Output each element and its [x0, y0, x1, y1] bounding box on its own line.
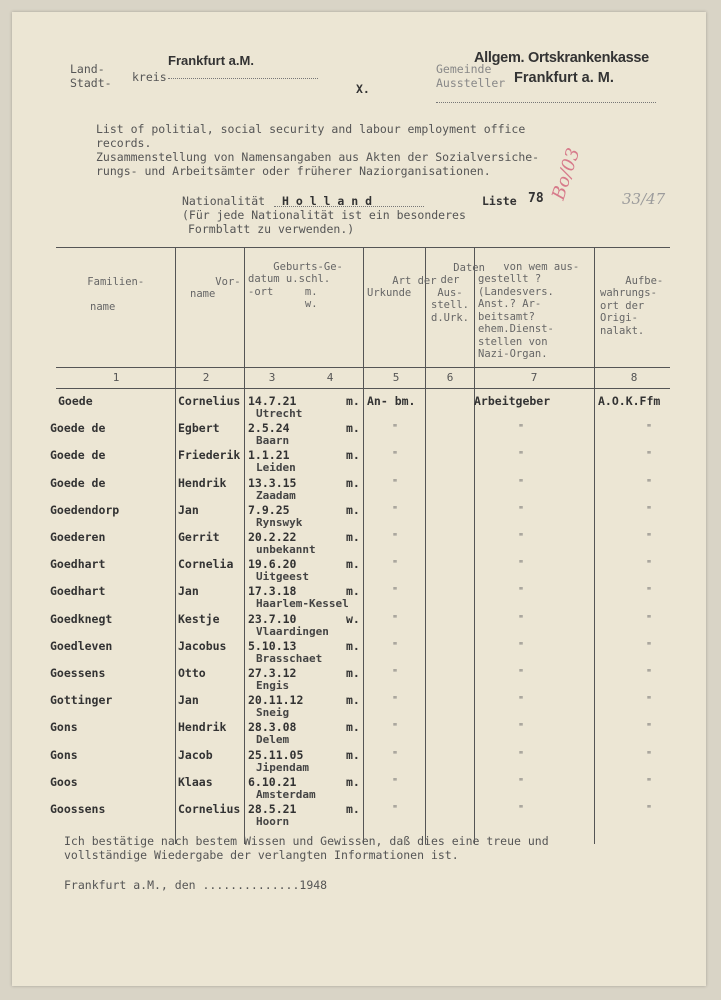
stamp-line-1: Allgem. Ortskrankenkasse	[474, 50, 649, 66]
header-art: Art der Urkunde	[367, 274, 437, 299]
cell-birth-date: 23.7.10	[248, 612, 297, 626]
cell-art-ditto: "	[392, 614, 399, 625]
cell-art-ditto: "	[392, 559, 399, 570]
intro-line-1: List of politial, social security and labour employment office	[96, 122, 526, 136]
cell-birth-date: 25.11.05	[248, 748, 304, 762]
intro-line-3: Zusammenstellung von Namensangaben aus Akten der Sozialversiche-	[96, 150, 540, 164]
cell-art-ditto: "	[392, 750, 399, 761]
cell-aufbewahrung-ditto: "	[646, 450, 653, 461]
cell-firstname: Klaas	[178, 775, 213, 789]
cell-sex: w.	[346, 612, 360, 626]
cell-surname: Goede de	[50, 421, 106, 435]
cell-art-ditto: "	[392, 423, 399, 434]
table-row	[12, 612, 706, 640]
cell-sex: m.	[346, 666, 360, 680]
table-row	[12, 530, 706, 558]
cell-aufbewahrung-ditto: "	[646, 641, 653, 652]
table-row	[12, 394, 706, 422]
cell-art-ditto: "	[392, 505, 399, 516]
cell-sex: m.	[346, 476, 360, 490]
document-sheet	[12, 12, 706, 986]
table-row	[12, 748, 706, 776]
cell-art-ditto: "	[392, 586, 399, 597]
cell-birth-date: 7.9.25	[248, 503, 290, 517]
land-label: Land-	[70, 62, 105, 76]
aussteller-label: Aussteller	[436, 76, 506, 90]
cell-surname: Goessens	[50, 666, 106, 680]
table-row	[12, 476, 706, 504]
cell-birth-date: 20.2.22	[248, 530, 297, 544]
table-row	[12, 720, 706, 748]
cell-aufbewahrung-ditto: "	[646, 586, 653, 597]
cell-aufbewahrung-ditto: "	[646, 750, 653, 761]
cell-aufbewahrung: A.O.K.Ffm	[598, 394, 661, 408]
cell-birth-date: 17.3.18	[248, 584, 297, 598]
cell-surname: Gons	[50, 720, 78, 734]
col-number-5: 5	[392, 371, 400, 384]
cell-von-wem-ditto: "	[518, 614, 525, 625]
cell-surname: Goederen	[50, 530, 106, 544]
cell-firstname: Hendrik	[178, 476, 227, 490]
stadt-label: Stadt-	[70, 76, 112, 90]
cell-von-wem-ditto: "	[518, 478, 525, 489]
cell-von-wem-ditto: "	[518, 423, 525, 434]
kreis-dotted-line	[168, 78, 318, 79]
cell-art-ditto: "	[392, 777, 399, 788]
col-number-6: 6	[446, 371, 454, 384]
col-number-8: 8	[630, 371, 638, 384]
cell-birth-place: Jipendam	[256, 761, 309, 774]
cell-birth-place: Delem	[256, 733, 290, 746]
table-row	[12, 448, 706, 476]
cell-aufbewahrung-ditto: "	[646, 668, 653, 679]
table-row	[12, 503, 706, 531]
cell-surname: Goede	[58, 394, 93, 408]
table-row	[12, 693, 706, 721]
nationality-value: H o l l a n d	[282, 194, 373, 208]
table-row	[12, 584, 706, 612]
kreis-value: Frankfurt a.M.	[168, 53, 254, 68]
cell-birth-date: 20.11.12	[248, 693, 304, 707]
cell-birth-date: 19.6.20	[248, 557, 297, 571]
table-row	[12, 557, 706, 585]
cell-von-wem-ditto: "	[518, 750, 525, 761]
cell-sex: m.	[346, 693, 360, 707]
cell-birth-place: Uitgeest	[256, 570, 309, 583]
cell-sex: m.	[346, 802, 360, 816]
cell-firstname: Jacob	[178, 748, 213, 762]
cell-sex: m.	[346, 584, 360, 598]
kreis-label: kreis	[132, 70, 167, 84]
footer-line-1: Ich bestätige nach bestem Wissen und Gewissen, daß dies eine treue und	[64, 834, 549, 848]
cell-art-ditto: "	[392, 450, 399, 461]
table-row	[12, 775, 706, 803]
nationality-note-1: (Für jede Nationalität ist ein besonderes	[182, 208, 466, 222]
cell-surname: Goedhart	[50, 584, 106, 598]
header-geburt: Geburts-Ge- datum u.schl. -ort m. w.	[248, 260, 343, 310]
pencil-mark-red: Bo/03	[548, 145, 585, 203]
cell-firstname: Cornelius	[178, 394, 241, 408]
cell-birth-date: 13.3.15	[248, 476, 297, 490]
cell-birth-date: 6.10.21	[248, 775, 297, 789]
cell-von-wem-ditto: "	[518, 505, 525, 516]
cell-art-ditto: "	[392, 804, 399, 815]
cell-von-wem-ditto: "	[518, 532, 525, 543]
gemeinde-label: Gemeinde	[436, 62, 492, 76]
cell-art-ditto: "	[392, 722, 399, 733]
cell-birth-place: Amsterdam	[256, 788, 316, 801]
cell-aufbewahrung-ditto: "	[646, 505, 653, 516]
table-row	[12, 802, 706, 830]
cell-birth-date: 2.5.24	[248, 421, 290, 435]
cell-sex: m.	[346, 394, 360, 408]
pencil-ref: 33/47	[622, 190, 666, 208]
cell-birth-place: Engis	[256, 679, 290, 692]
col-number-2: 2	[202, 371, 210, 384]
cell-birth-date: 5.10.13	[248, 639, 297, 653]
cell-von-wem-ditto: "	[518, 722, 525, 733]
col-number-3: 3	[268, 371, 276, 384]
cell-firstname: Jacobus	[178, 639, 227, 653]
header-familienname: Familien- name	[87, 275, 145, 313]
cell-surname: Goede de	[50, 448, 106, 462]
cell-surname: Goedendorp	[50, 503, 120, 517]
cell-surname: Goos	[50, 775, 78, 789]
cell-surname: Goedhart	[50, 557, 106, 571]
cell-surname: Gottinger	[50, 693, 113, 707]
intro-line-2: records.	[96, 136, 152, 150]
header-vorname: Vor- name	[190, 275, 241, 300]
cell-sex: m.	[346, 775, 360, 789]
header-von-wem: von wem aus- gestellt ? (Landesvers. Anst.? Ar- beitsamt? ehem.Dienst- stellen von Nazi-Organ.	[478, 260, 580, 360]
cell-von-wem-ditto: "	[518, 668, 525, 679]
cell-firstname: Friederik	[178, 448, 241, 462]
cell-art-ditto: "	[392, 695, 399, 706]
stamp-line-2: Frankfurt a. M.	[514, 70, 614, 86]
cell-aufbewahrung-ditto: "	[646, 722, 653, 733]
table-row	[12, 639, 706, 667]
cell-firstname: Kestje	[178, 612, 220, 626]
liste-label: Liste	[482, 194, 517, 208]
cell-aufbewahrung-ditto: "	[646, 423, 653, 434]
cell-firstname: Egbert	[178, 421, 220, 435]
cell-sex: m.	[346, 748, 360, 762]
cell-firstname: Jan	[178, 503, 199, 517]
aussteller-dotted-line	[436, 102, 656, 103]
cell-von-wem: Arbeitgeber	[474, 394, 551, 408]
cell-sex: m.	[346, 720, 360, 734]
nationality-label: Nationalität	[182, 194, 266, 208]
cell-birth-place: Utrecht	[256, 407, 303, 420]
cell-birth-place: Zaadam	[256, 489, 296, 502]
cell-von-wem-ditto: "	[518, 586, 525, 597]
cell-firstname: Gerrit	[178, 530, 220, 544]
cell-aufbewahrung-ditto: "	[646, 559, 653, 570]
cell-art-ditto: "	[392, 641, 399, 652]
cell-sex: m.	[346, 530, 360, 544]
cell-surname: Goedleven	[50, 639, 113, 653]
cell-firstname: Jan	[178, 584, 199, 598]
cell-birth-date: 28.3.08	[248, 720, 297, 734]
footer-line-2: vollständige Wiedergabe der verlangten Informationen ist.	[64, 848, 459, 862]
col-number-7: 7	[530, 371, 538, 384]
cell-aufbewahrung-ditto: "	[646, 532, 653, 543]
marker-x: X.	[356, 82, 370, 96]
cell-birth-place: unbekannt	[256, 543, 316, 556]
col-number-1: 1	[112, 371, 120, 384]
header-daten: Daten der Aus- stell. d.Urk.	[431, 261, 485, 324]
cell-von-wem-ditto: "	[518, 641, 525, 652]
cell-von-wem-ditto: "	[518, 559, 525, 570]
table-row	[12, 666, 706, 694]
header-aufbewahrung: Aufbe- wahrungs- ort der Origi- nalakt.	[600, 274, 664, 337]
cell-aufbewahrung-ditto: "	[646, 614, 653, 625]
cell-sex: m.	[346, 448, 360, 462]
cell-firstname: Hendrik	[178, 720, 227, 734]
cell-aufbewahrung-ditto: "	[646, 804, 653, 815]
cell-firstname: Otto	[178, 666, 206, 680]
footer-place-date: Frankfurt a.M., den ..............1948	[64, 878, 328, 892]
cell-birth-place: Leiden	[256, 461, 296, 474]
cell-birth-place: Hoorn	[256, 815, 290, 828]
cell-art-ditto: "	[392, 668, 399, 679]
nationality-dotted-line	[274, 206, 424, 207]
cell-art: An- bm.	[367, 394, 416, 408]
cell-aufbewahrung-ditto: "	[646, 777, 653, 788]
cell-birth-place: Sneig	[256, 706, 290, 719]
cell-von-wem-ditto: "	[518, 804, 525, 815]
cell-sex: m.	[346, 503, 360, 517]
cell-birth-place: Rynswyk	[256, 516, 303, 529]
intro-line-4: rungs- und Arbeitsämter oder früherer Naziorganisationen.	[96, 164, 491, 178]
cell-birth-date: 28.5.21	[248, 802, 297, 816]
cell-surname: Goede de	[50, 476, 106, 490]
cell-birth-date: 14.7.21	[248, 394, 297, 408]
cell-sex: m.	[346, 639, 360, 653]
cell-von-wem-ditto: "	[518, 777, 525, 788]
liste-number: 78	[528, 191, 544, 206]
cell-von-wem-ditto: "	[518, 450, 525, 461]
table-row	[12, 421, 706, 449]
cell-birth-place: Vlaardingen	[256, 625, 329, 638]
cell-birth-date: 1.1.21	[248, 448, 290, 462]
cell-birth-place: Haarlem-Kessel	[256, 597, 349, 610]
nationality-note-2: Formblatt zu verwenden.)	[188, 222, 355, 236]
cell-surname: Goossens	[50, 802, 106, 816]
col-number-4: 4	[326, 371, 334, 384]
cell-aufbewahrung-ditto: "	[646, 478, 653, 489]
cell-von-wem-ditto: "	[518, 695, 525, 706]
cell-birth-place: Brasschaet	[256, 652, 323, 665]
cell-birth-place: Baarn	[256, 434, 290, 447]
cell-sex: m.	[346, 557, 360, 571]
cell-art-ditto: "	[392, 532, 399, 543]
cell-surname: Gons	[50, 748, 78, 762]
cell-firstname: Cornelius	[178, 802, 241, 816]
cell-aufbewahrung-ditto: "	[646, 695, 653, 706]
cell-surname: Goedknegt	[50, 612, 113, 626]
cell-sex: m.	[346, 421, 360, 435]
cell-firstname: Jan	[178, 693, 199, 707]
cell-birth-date: 27.3.12	[248, 666, 297, 680]
cell-firstname: Cornelia	[178, 557, 234, 571]
cell-art-ditto: "	[392, 478, 399, 489]
